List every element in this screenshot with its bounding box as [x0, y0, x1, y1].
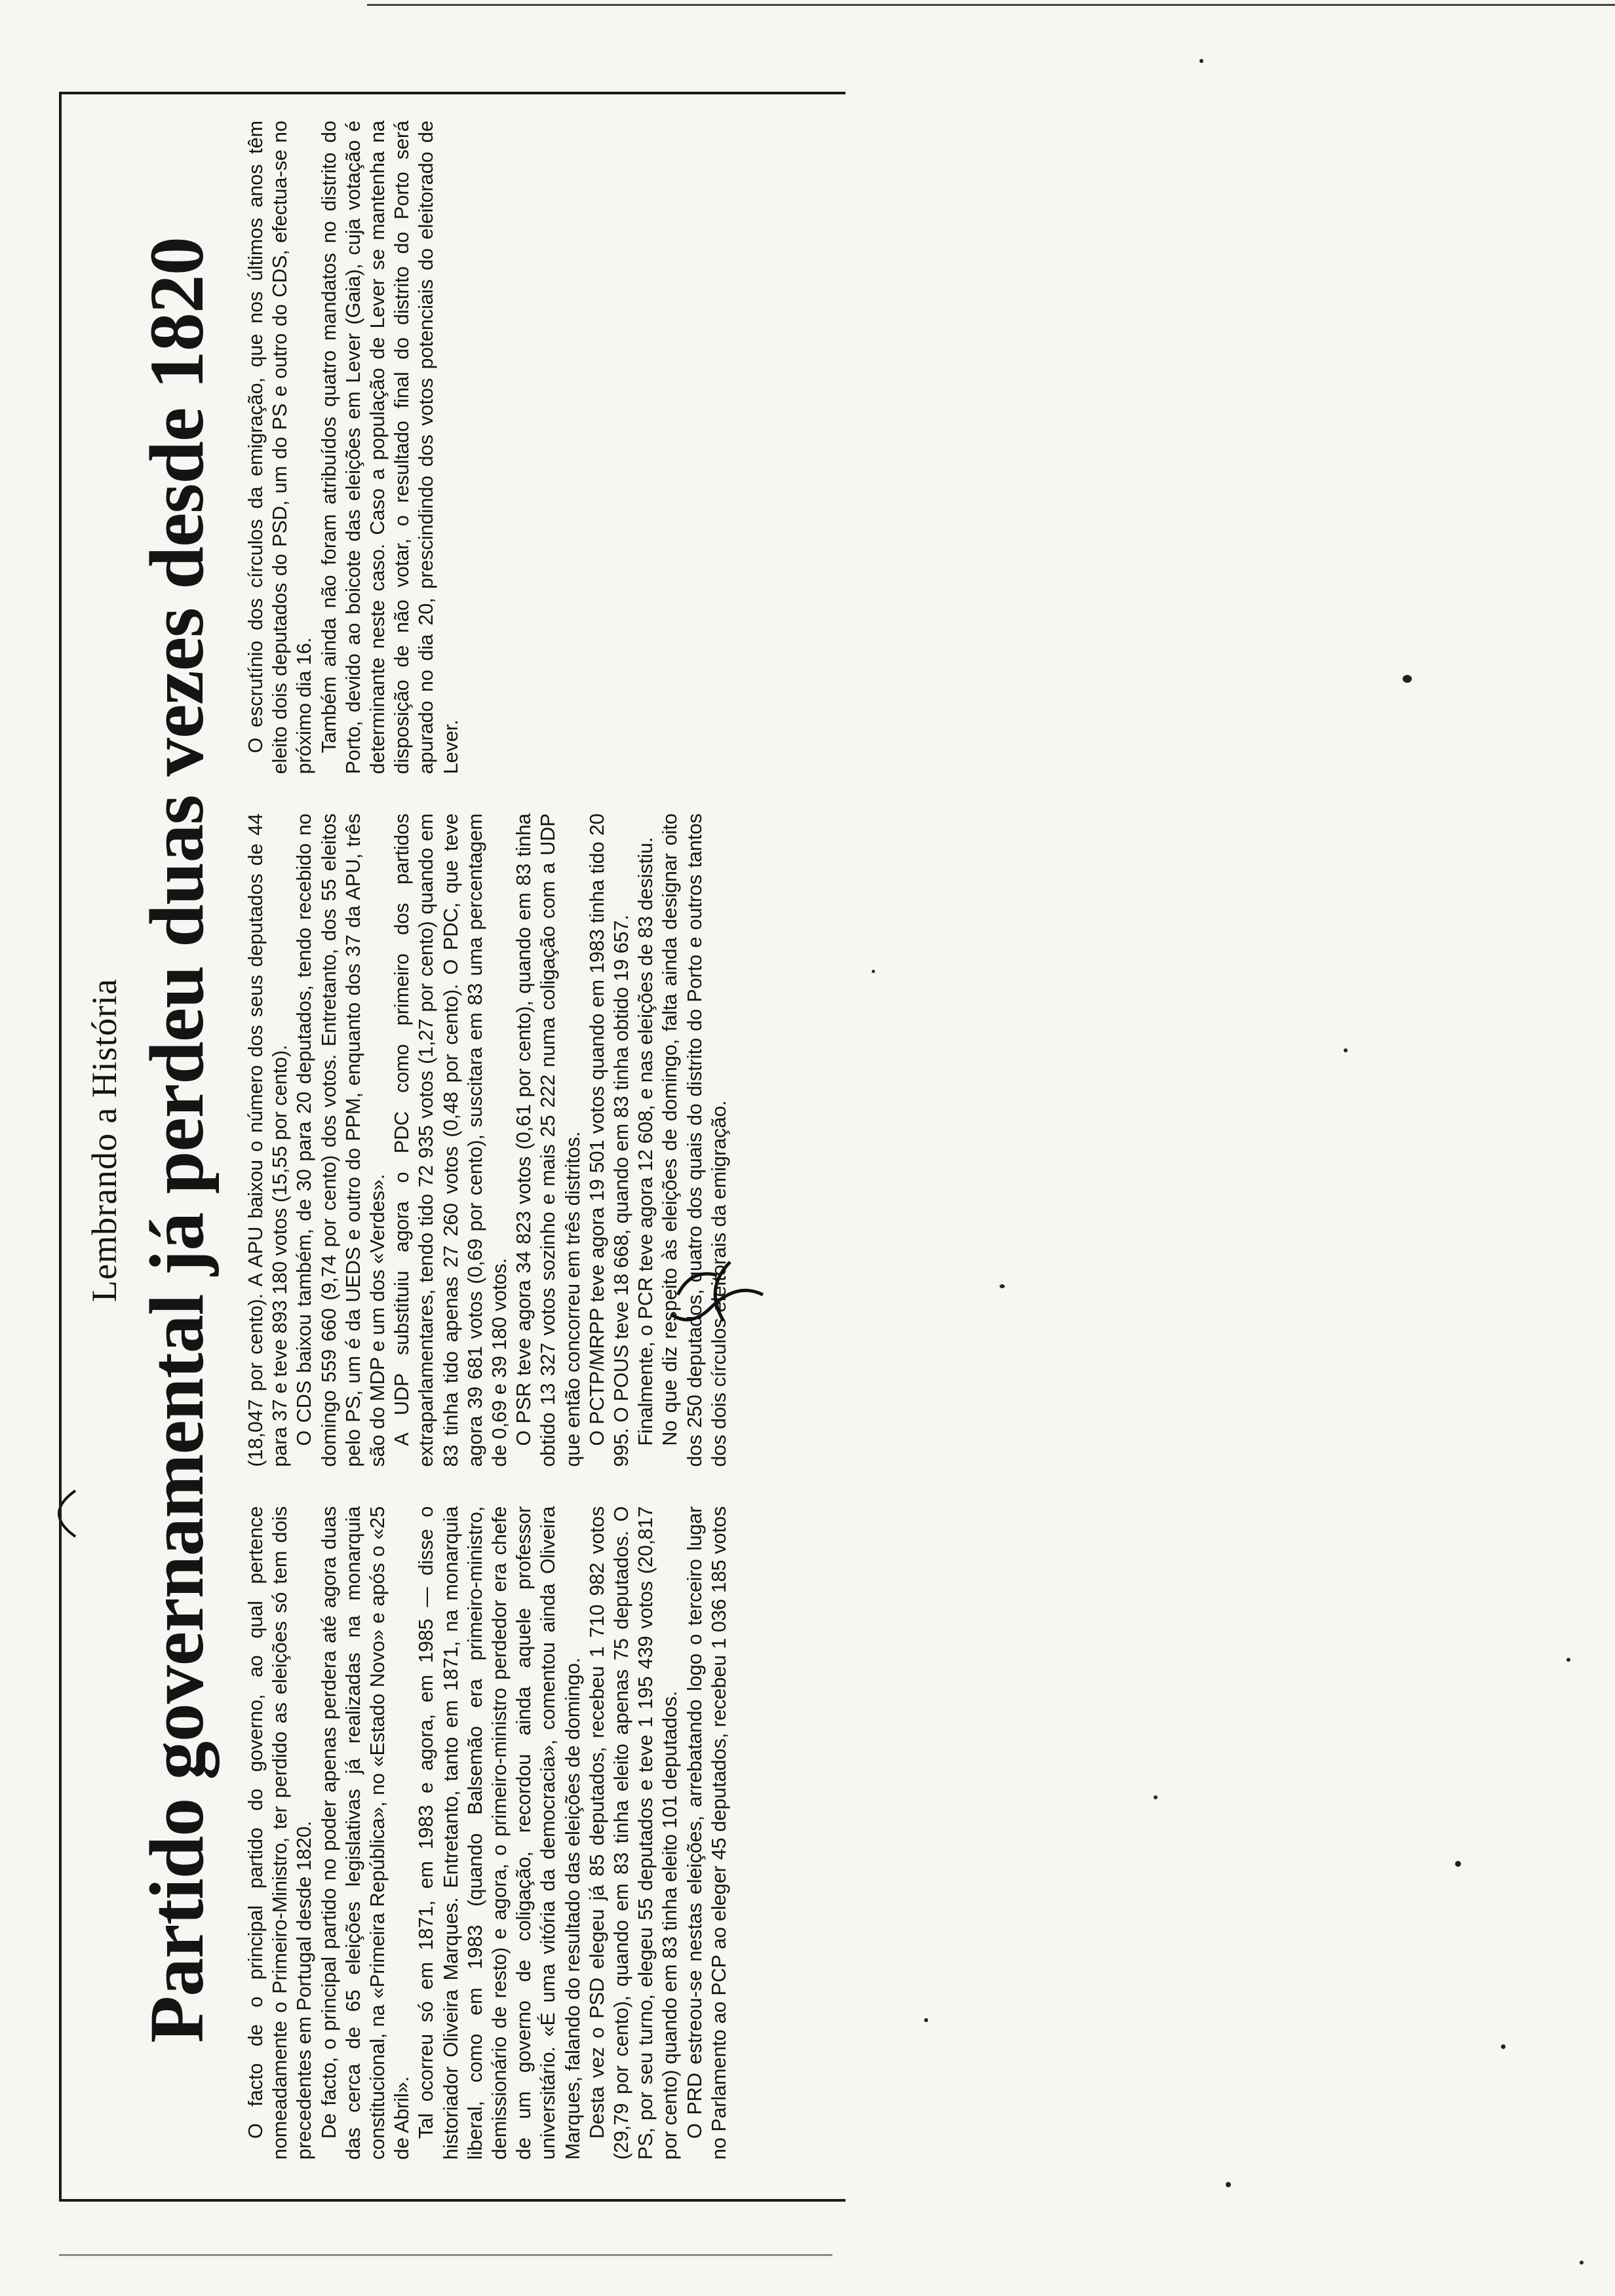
article-paragraph: O escrutínio dos círculos da emigração, que nos últimos anos têm eleito dois deputados do PSD, um do PS e outro do CDS, efectua-se no próximo dia 16. [244, 121, 316, 775]
article-paragraph: O facto de o principal partido do governo, ao qual pertence nomeadamente o Primeiro-Ministro, ter perdido as eleições só tem dois precedentes em Portugal desde 1820. [244, 1506, 316, 2160]
scan-speck [1000, 1284, 1005, 1288]
article-paragraph: De facto, o principal partido no poder apenas perdera até agora duas das cerca de 65 eleições legislativas já realizadas na monarquia constitucional, na «Primeira República», no «Estado Novo» e após o «25 de Abril». [317, 1506, 414, 2160]
scan-speck [1226, 2182, 1231, 2187]
article-paragraph: Desta vez o PSD elegeu já 85 deputados, recebeu 1 710 982 votos (29,79 por cento), quando em 83 tinha eleito apenas 75 deputados. O PS, por seu turno, elegeu 55 deputados e teve 1 195 439 votos (20,817 por cento) quando em 83 tinha eleito 101 deputados. [585, 1506, 682, 2160]
scan-top-line [367, 4, 1615, 6]
newspaper-clipping [59, 92, 846, 2202]
article-paragraph: O PCTP/MRPP teve agora 19 501 votos quando em 1983 tinha tido 20 995. O POUS teve 18 668, quando em 83 tinha obtido 19 657. [585, 813, 632, 1467]
article-paragraph: No que diz respeito às eleições de domingo, falta ainda designar oito dos 250 deputados, quatro dos quais do distrito do Porto e outros tantos dos dois círculos eleitorais da emigração. [659, 813, 730, 1467]
article-paragraph: O PRD estreou-se nestas eleições, arrebatando logo o terceiro lugar no Parlamento ao PCP ao eleger 45 deputados, recebeu 1 036 185 votos (18,047 por cento). A APU baixou o número dos seus deputados de 44 para 37 e teve 893 180 votos (15,55 por cento). [244, 813, 730, 2160]
article-paragraph: Tal ocorreu só em 1871, em 1983 e agora, em 1985 — disse o historiador Oliveira Marques. Entretanto, tanto em 1871, na monarquia liberal, como em 1983 (quando Balsemão era primeiro-ministro, demissionário de resto) e agora, o primeiro-ministro perdedor era chefe de um governo de coligação, recordou ainda aquele professor universitário. «É uma vitória da democracia», comentou ainda Oliveira Marques, falando do resultado das eleições de domingo. [415, 1506, 584, 2160]
article-paragraph: Também ainda não foram atribuídos quatro mandatos no distrito do Porto, devido ao boicote das eleições em Lever (Gaia), cuja votação é determinante neste caso. Caso a população de Lever se mantenha na disposição de não votar, o resultado final do distrito do Porto será apurado no dia 20, prescindindo dos votos potenciais do eleitorado de Lever. [317, 121, 462, 775]
scan-bottom-line [59, 2254, 832, 2256]
scan-speck [1199, 59, 1203, 63]
scan-speck [1154, 1795, 1158, 1799]
article-paragraph: O PSR teve agora 34 823 votos (0,61 por cento), quando em 83 tinha obtido 13 327 votos sozinho e mais 25 222 numa coligação com a UDP que então concorreu em três distritos. [513, 813, 584, 1467]
scan-speck [1403, 675, 1412, 683]
scan-speck [872, 970, 875, 973]
section-kicker: Lembrando a História [85, 978, 124, 1302]
scan-speck [1580, 2261, 1584, 2265]
scan-speck [1566, 1658, 1570, 1662]
article-body [244, 121, 742, 2160]
scan-speck [1455, 1861, 1461, 1867]
scan-speck [924, 2018, 928, 2022]
scan-speck [1501, 2044, 1506, 2049]
article-paragraph: Finalmente, o PCR teve agora 12 608, e nas eleições de 83 desistiu. [634, 837, 657, 1446]
article-paragraph: A UDP substituiu agora o PDC como primeiro dos partidos extraparlamentares, tendo tido 72 935 votos (1,27 por cento) quando em 83 tinha tido apenas 27 260 votos (0,48 por cento). O PDC, que teve agora 39 681 votos (0,69 por cento), suscitara em 83 uma percentagem de 0,69 e 39 180 votos. [391, 813, 511, 1467]
article-paragraph: O CDS baixou também, de 30 para 20 deputados, tendo recebido no domingo 559 660 (9,74 por cento) dos votos. Entretanto, dos 55 eleitos pelo PS, um é da UEDS e outro do PPM, enquanto dos 37 da APU, três são do MDP e um dos «Verdes». [293, 813, 389, 1467]
scan-speck [1344, 1048, 1348, 1052]
article-headline: Partido governamental já perdeu duas vezes desde 1820 [134, 237, 220, 2043]
handwritten-mark [665, 1249, 769, 1334]
